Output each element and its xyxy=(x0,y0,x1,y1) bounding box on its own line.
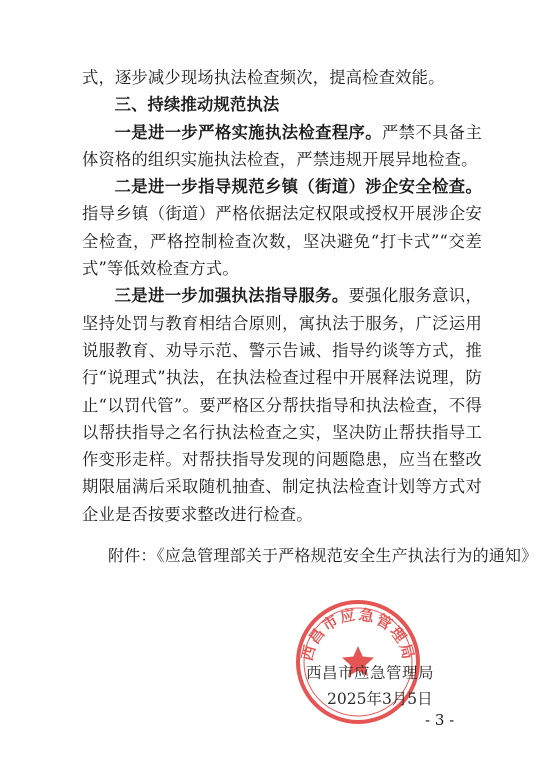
page-number: - 3 - xyxy=(425,711,455,729)
paragraph-item-1 xyxy=(82,119,482,174)
issue-date: 2025年3月5日 xyxy=(327,690,433,708)
paragraph-item-2-lead: 二是进一步指导规范乡镇（街道）涉企安全检查。 xyxy=(114,177,482,197)
paragraph-item-2-text: 指导乡镇（街道）严格依据法定权限或授权开展涉企安全检查，严格控制检查次数，坚决避免“打卡式”“交差式”等低效检查方式。 xyxy=(82,204,482,279)
issuer-name: 西昌市应急管理局 xyxy=(306,664,435,682)
paragraph-item-2 xyxy=(82,173,482,282)
attachment-line: 附件：《应急管理部关于严格规范安全生产执法行为的通知》 xyxy=(108,546,538,565)
paragraph-continuation: 式，逐步减少现场执法检查频次，提高检查效能。 xyxy=(82,68,445,87)
body-text xyxy=(82,64,482,528)
paragraph-item-1-lead: 一是进一步严格实施执法检查程序。 xyxy=(114,122,382,142)
paragraph-item-3 xyxy=(82,282,482,528)
seal-text: 西昌市应急管理局 xyxy=(297,605,419,663)
section-heading: 三、持续推动规范执法 xyxy=(114,95,280,115)
paragraph-item-3-lead: 三是进一步加强执法指导服务。 xyxy=(114,286,349,306)
paragraph-item-1-text: 严禁不具备主体资格的组织实施执法检查，严禁违规开展异地检查。 xyxy=(82,122,483,169)
paragraph-item-3-text: 要强化服务意识，坚持处罚与教育相结合原则，寓执法于服务，广泛运用说服教育、劝导示范、警示告诫、指导约谈等方式，推行“说理式”执法，在执法检查过程中开展释法说理，防止“以罚代管”。要严格区分帮扶指导和执法检查，不得以帮扶指导之名行执法检查之实，坚决防止帮扶指导工作变形走样。对帮扶指导发现的问题隐患，应当在整改期限届满后采取随机抽查、制定执法检查计划等方式对企业是否按要求整改进行检查。 xyxy=(82,286,482,524)
